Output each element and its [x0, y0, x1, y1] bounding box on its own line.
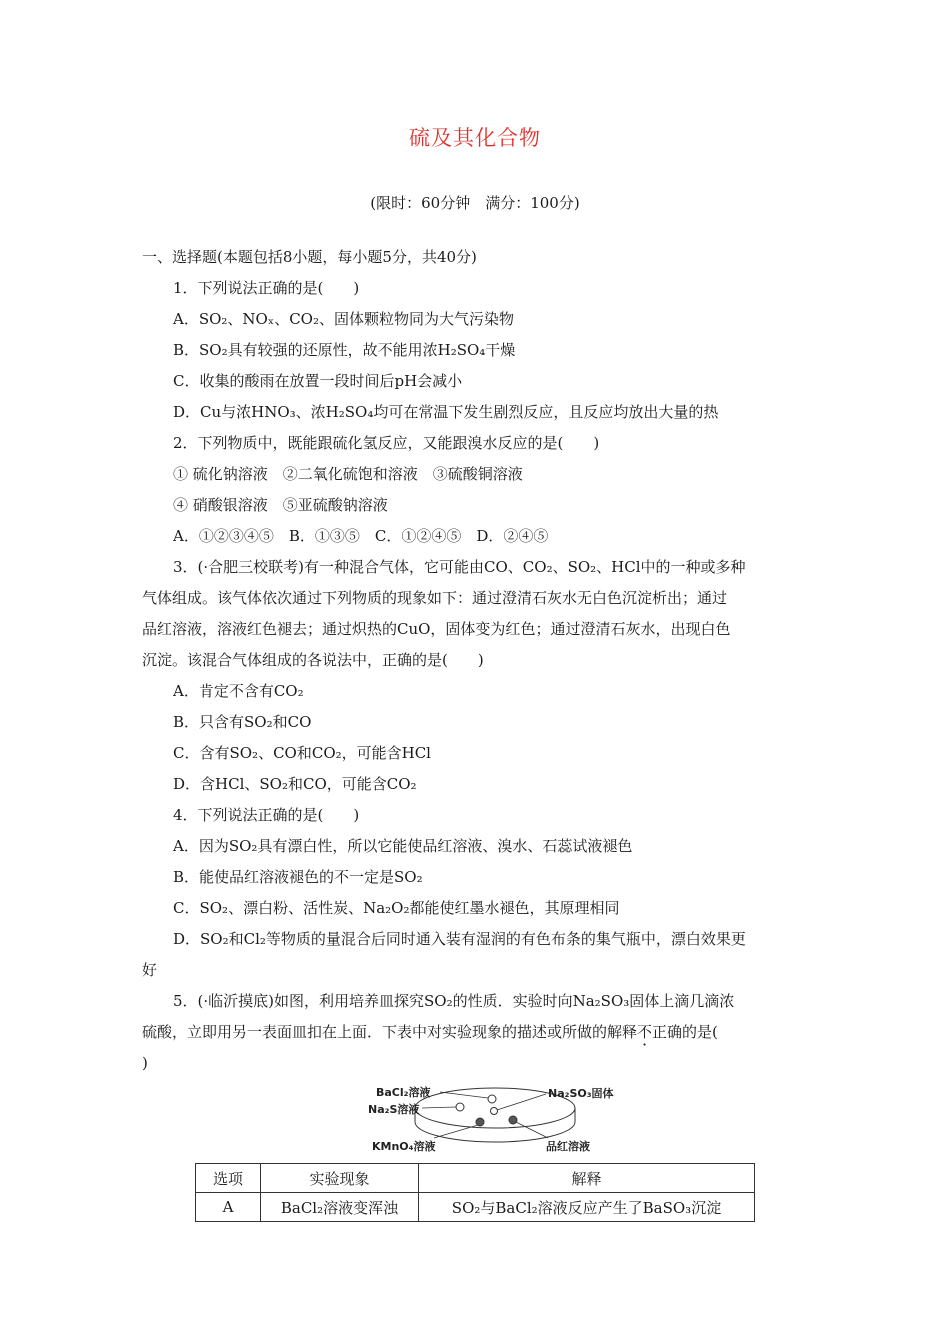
table-cell: SO₂与BaCl₂溶液反应产生了BaSO₃沉淀 — [419, 1193, 755, 1222]
question-5-line-2-post: 正确的是( — [652, 1023, 718, 1041]
question-4-option-c: C．SO₂、漂白粉、活性炭、Na₂O₂都能使红墨水褪色，其原理相同 — [173, 899, 620, 917]
question-4-stem: 4．下列说法正确的是( ) — [173, 806, 360, 824]
table-header: 选项 — [196, 1164, 261, 1193]
question-2-items-2: ④ 硝酸银溶液 ⑤亚硫酸钠溶液 — [173, 496, 388, 514]
question-1-stem: 1．下列说法正确的是( ) — [173, 279, 360, 297]
well-pinhong — [509, 1116, 517, 1124]
page-title: 硫及其化合物 — [409, 126, 541, 150]
time-limit: (限时：60分钟 满分：100分) — [370, 194, 580, 212]
question-4-option-a: A．因为SO₂具有漂白性，所以它能使品红溶液、溴水、石蕊试液褪色 — [173, 837, 633, 855]
section-heading: 一、选择题(本题包括8小题，每小题5分，共40分) — [142, 248, 477, 266]
petri-dish-diagram — [360, 1080, 630, 1160]
question-3-line-3: 品红溶液，溶液红色褪去；通过炽热的CuO，固体变为红色；通过澄清石灰水，出现白色 — [142, 620, 731, 638]
results-table — [195, 1163, 755, 1222]
well-na2so3 — [491, 1108, 498, 1115]
question-5-line-2-pre: 硫酸，立即用另一表面皿扣在上面．下表中对实验现象的描述或所做的解释 — [142, 1023, 638, 1041]
label-bacl2: BaCl₂溶液 — [376, 1086, 431, 1099]
question-4-option-d-line-2: 好 — [142, 961, 158, 979]
question-3-option-c: C．含有SO₂、CO和CO₂，可能含HCl — [173, 744, 431, 762]
label-pinhong: 品红溶液 — [546, 1140, 590, 1153]
question-3-option-d: D．含HCl、SO₂和CO，可能含CO₂ — [173, 775, 417, 793]
question-2-options: A．①②③④⑤ B．①③⑤ C．①②④⑤ D．②④⑤ — [173, 527, 549, 545]
question-3-option-b: B．只含有SO₂和CO — [173, 713, 312, 731]
question-3-line-2: 气体组成。该气体依次通过下列物质的现象如下：通过澄清石灰水无白色沉淀析出；通过 — [142, 589, 728, 607]
table-cell: BaCl₂溶液变浑浊 — [261, 1193, 419, 1222]
question-1-option-a: A．SO₂、NOₓ、CO₂、固体颗粒物同为大气污染物 — [173, 310, 514, 328]
table-row — [196, 1193, 755, 1222]
label-na2so3: Na₂SO₃固体 — [548, 1087, 614, 1100]
well-na2s — [456, 1103, 464, 1111]
question-3-line-1: 3．(·合肥三校联考)有一种混合气体，它可能由CO、CO₂、SO₂、HCl中的一种或多种 — [173, 558, 746, 576]
question-3-line-4: 沉淀。该混合气体组成的各说法中，正确的是( ) — [142, 651, 484, 669]
question-1-option-c: C．收集的酸雨在放置一段时间后pH会减小 — [173, 372, 463, 390]
well-kmno4 — [476, 1118, 484, 1126]
emphasis-not: 不 — [637, 1023, 653, 1041]
question-2-stem: 2．下列物质中，既能跟硫化氢反应，又能跟溴水反应的是( ) — [173, 434, 600, 452]
table-header: 实验现象 — [261, 1164, 419, 1193]
question-1-option-b: B．SO₂具有较强的还原性，故不能用浓H₂SO₄干燥 — [173, 341, 516, 359]
label-kmno4: KMnO₄溶液 — [372, 1140, 436, 1153]
question-2-items-1: ① 硫化钠溶液 ②二氧化硫饱和溶液 ③硫酸铜溶液 — [173, 465, 523, 483]
question-4-option-b: B．能使品红溶液褪色的不一定是SO₂ — [173, 868, 423, 886]
table-header-row — [196, 1164, 755, 1193]
label-na2s: Na₂S溶液 — [368, 1103, 420, 1116]
question-4-option-d-line-1: D．SO₂和Cl₂等物质的量混合后同时通入装有湿润的有色布条的集气瓶中，漂白效果更 — [173, 930, 746, 948]
well-bacl2 — [488, 1095, 496, 1103]
table-cell: A — [196, 1193, 261, 1222]
table-header: 解释 — [419, 1164, 755, 1193]
question-5-line-3: ) — [142, 1054, 148, 1072]
question-5-line-2 — [142, 1022, 718, 1042]
question-5-line-1: 5．(·临沂摸底)如图，利用培养皿探究SO₂的性质．实验时向Na₂SO₃固体上滴几滴浓 — [173, 992, 735, 1010]
question-3-option-a: A．肯定不含有CO₂ — [173, 682, 304, 700]
question-1-option-d: D．Cu与浓HNO₃、浓H₂SO₄均可在常温下发生剧烈反应，且反应均放出大量的热 — [173, 403, 719, 421]
